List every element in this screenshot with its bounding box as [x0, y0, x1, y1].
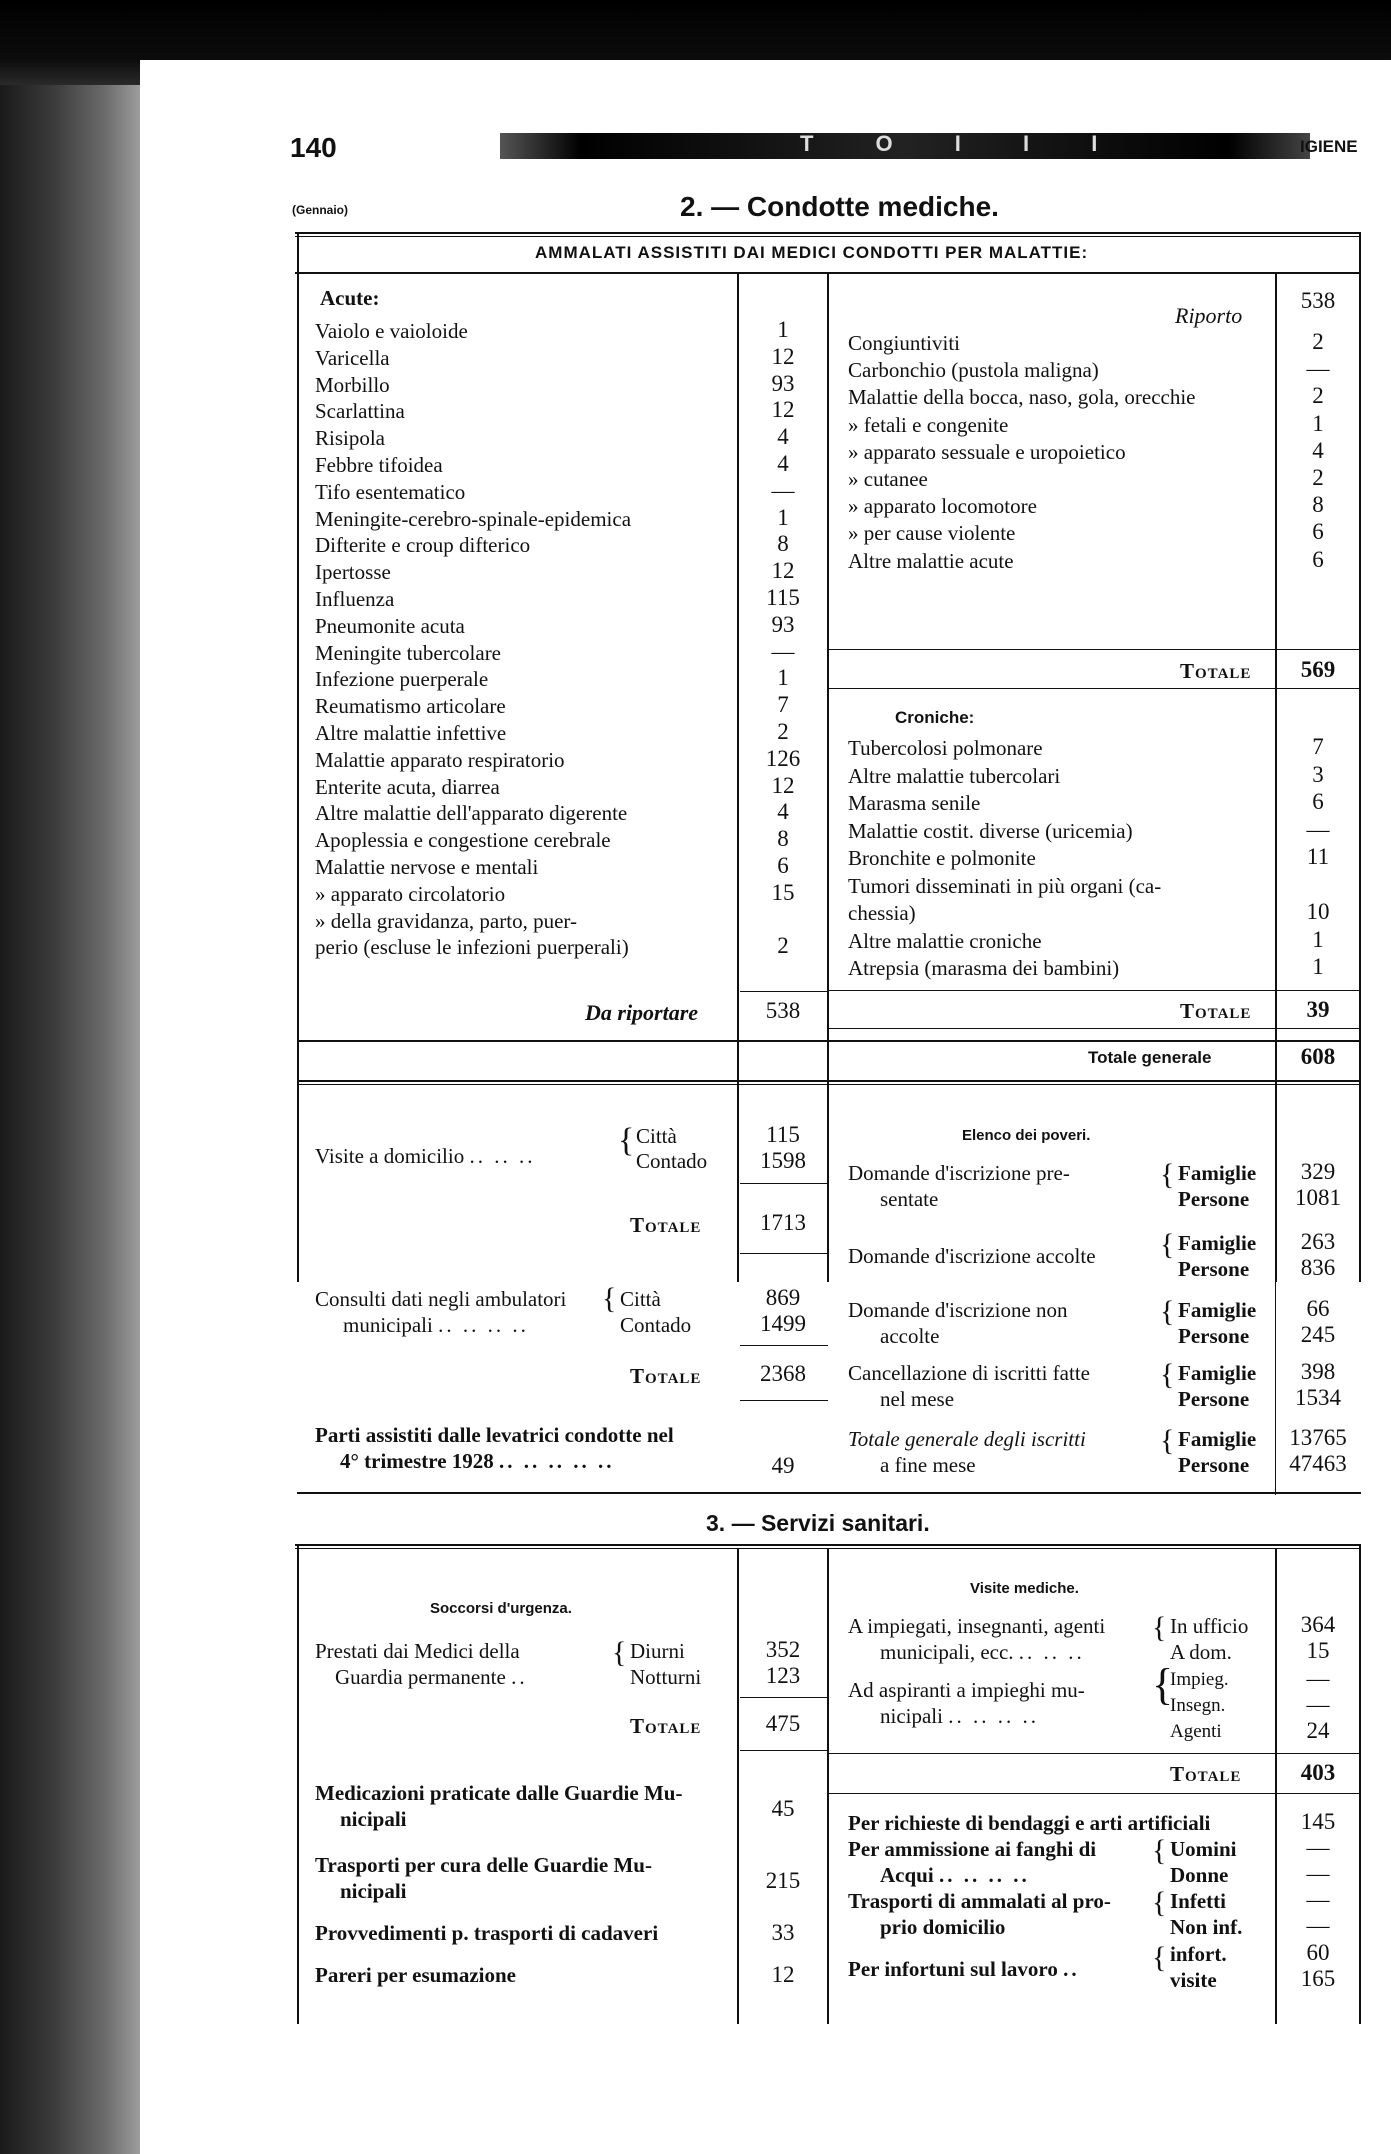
chronic-item-label: Tumori disseminati in più organi (ca-	[848, 873, 1162, 898]
acute-item-value: 6	[777, 853, 789, 878]
riporto-label: Riporto	[1175, 303, 1243, 328]
brace-icon: {	[1152, 1611, 1167, 1644]
brace-icon: {	[1160, 1158, 1175, 1191]
soccorsi-heading: Soccorsi d'urgenza.	[430, 1600, 572, 1617]
riporto-value: 538	[1300, 288, 1336, 313]
carry-value: 538	[765, 998, 801, 1023]
chronic-item-label: Altre malattie tubercolari	[848, 763, 1061, 788]
poor-persons-value: 1081	[1295, 1185, 1341, 1210]
poor-families-value: 398	[1300, 1359, 1336, 1384]
decorative-band-text: T O I I I	[800, 131, 1126, 156]
home-value: 15	[1306, 1638, 1330, 1663]
visite-f-label-text: Per infortuni sul lavoro	[848, 1957, 1058, 1981]
visite-sub-value: 165	[1300, 1966, 1336, 1991]
agenti-value: 24	[1306, 1718, 1330, 1743]
acute-right-item-value: —	[1306, 356, 1330, 382]
soccorsi-item-label: Pareri per esumazione	[315, 1963, 517, 1987]
visite-c-value: 145	[1300, 1809, 1336, 1834]
acute-item-label: Difterite e croup difterico	[315, 533, 531, 558]
noninfected-label: Non inf.	[1170, 1915, 1243, 1939]
rule	[295, 1544, 1361, 1546]
visite-b-label-2-text: nicipali	[880, 1704, 943, 1728]
chronic-item-value: 11	[1306, 844, 1330, 869]
poor-families-label: Famiglie	[1178, 1161, 1257, 1185]
acute-item-label: Infezione puerperale	[315, 667, 489, 692]
acute-item-value: 4	[777, 424, 789, 450]
rule	[740, 1345, 828, 1346]
chronic-item-value: 1	[1312, 926, 1324, 952]
rule	[297, 1544, 299, 2024]
acute-item-label: perio (escluse le infezioni puerperali)	[315, 935, 629, 960]
men-label: Uomini	[1170, 1837, 1237, 1861]
acute-item-value: 1	[777, 504, 789, 530]
soccorsi-total-value: 475	[765, 1711, 801, 1736]
acute-right-item-value: 1	[1312, 410, 1324, 436]
consults-total-value: 2368	[760, 1361, 806, 1386]
brace-icon: {	[1160, 1228, 1175, 1261]
acute-right-item-value: 6	[1312, 519, 1324, 545]
infort-value: 60	[1306, 1940, 1330, 1965]
page-number: 140	[290, 132, 337, 163]
acute-right-item-value: 8	[1312, 492, 1324, 518]
acute-right-item-value: 2	[1312, 465, 1324, 490]
rule	[295, 236, 1361, 237]
soccorsi-total-label: Totale	[630, 1714, 702, 1738]
acute-total-label: Totale	[1180, 659, 1252, 683]
births-label-2: 4° trimestre 1928 .. .. .. .. ..	[340, 1449, 615, 1473]
document-page	[140, 60, 1391, 2154]
visits-city-value: 115	[766, 1122, 800, 1147]
rule	[1275, 1155, 1276, 1495]
visite-a-label-2: municipali, ecc. .. .. ..	[880, 1640, 1085, 1664]
acute-item-value: 7	[777, 692, 789, 718]
soccorsi-item-value: 215	[765, 1868, 801, 1893]
acute-item-value: 115	[766, 585, 800, 610]
acute-item-value: 93	[771, 370, 795, 396]
acute-item-label: Meningite tubercolare	[315, 640, 502, 665]
acute-item-label: » apparato circolatorio	[315, 881, 506, 906]
consults-total-label: Totale	[630, 1364, 702, 1388]
chronic-item-label: Altre malattie croniche	[848, 928, 1042, 953]
chronic-item-value: —	[1306, 816, 1330, 842]
acute-right-item-value: 2	[1312, 383, 1324, 409]
poor-families-value: 263	[1300, 1229, 1336, 1254]
impieg-value: —	[1306, 1666, 1330, 1691]
poor-persons-value: 245	[1300, 1322, 1336, 1347]
impieg-label: Impieg.	[1170, 1669, 1229, 1690]
infected-value: —	[1306, 1887, 1330, 1912]
poor-persons-label: Persone	[1178, 1257, 1250, 1281]
poor-persons-label: Persone	[1178, 1387, 1250, 1411]
visits-total-value: 1713	[760, 1210, 806, 1235]
infected-label: Infetti	[1170, 1889, 1226, 1913]
acute-item-label: Malattie apparato respiratorio	[315, 747, 565, 772]
acute-item-label: Influenza	[315, 587, 395, 611]
rule	[829, 688, 1359, 689]
brace-icon: {	[1160, 1424, 1175, 1457]
poor-row-label-2: accolte	[880, 1324, 940, 1348]
births-label-2-text: 4° trimestre 1928	[340, 1449, 494, 1473]
chronic-item-value: 3	[1312, 761, 1324, 787]
chronic-heading: Croniche:	[895, 708, 975, 727]
section-3-title: 3. — Servizi sanitari.	[706, 1510, 930, 1536]
rule	[297, 232, 299, 1282]
poor-row-label: Domande d'iscrizione accolte	[848, 1244, 1096, 1268]
acute-item-label: Varicella	[315, 345, 390, 370]
acute-right-item-label: Carbonchio (pustola maligna)	[848, 358, 1099, 383]
rule	[740, 1697, 828, 1698]
rule	[829, 649, 1359, 650]
prestati-label-1: Prestati dai Medici della	[315, 1639, 520, 1663]
acute-item-value: 12	[771, 343, 795, 369]
visits-label-text: Visite a domicilio	[315, 1144, 465, 1168]
rule	[737, 272, 739, 1282]
acute-item-value: 4	[777, 799, 789, 825]
acute-item-value: 4	[777, 451, 789, 476]
acute-item-label: Pneumonite acuta	[315, 613, 465, 638]
soccorsi-item-value: 12	[771, 1962, 795, 1987]
noninfected-value: —	[1306, 1913, 1330, 1938]
soccorsi-item-label: Provvedimenti p. trasporti di cadaveri	[315, 1921, 659, 1945]
infort-label: infort.	[1170, 1942, 1227, 1966]
rule	[829, 1793, 1359, 1794]
day-value: 352	[765, 1637, 801, 1662]
acute-right-item-label: » cutanee	[848, 467, 928, 491]
acute-item-value: 12	[771, 397, 795, 423]
rule	[295, 232, 1361, 234]
acute-item-label: Altre malattie dell'apparato digerente	[315, 801, 628, 826]
acute-item-label: Meningite-cerebro-spinale-epidemica	[315, 506, 632, 531]
acute-item-value: —	[771, 638, 795, 664]
chronic-item-label: Tubercolosi polmonare	[848, 736, 1043, 760]
brace-icon: {	[602, 1282, 617, 1315]
consults-label-1: Consulti dati negli ambulatori	[315, 1287, 567, 1311]
acute-item-value: 1	[777, 317, 789, 342]
poor-row-label: Domande d'iscrizione non	[848, 1298, 1068, 1322]
section-2-title: 2. — Condotte mediche.	[680, 191, 999, 222]
chronic-item-label: Atrepsia (marasma dei bambini)	[848, 956, 1120, 980]
visits-country-label: Contado	[636, 1149, 708, 1173]
soccorsi-item-value: 33	[771, 1920, 795, 1945]
soccorsi-item-label-2: nicipali	[340, 1879, 407, 1903]
acute-item-value: 8	[777, 531, 789, 557]
rule	[1275, 272, 1277, 1282]
poor-families-value: 66	[1306, 1296, 1330, 1321]
visite-a-label-2-text: municipali, ecc.	[880, 1640, 1014, 1664]
acute-right-item-label: » per cause violente	[848, 521, 1016, 546]
poor-families-label: Famiglie	[1178, 1361, 1257, 1385]
acute-right-item-label: Malattie della bocca, naso, gola, orecchie	[848, 385, 1196, 410]
acute-right-item-label: » fetali e congenite	[848, 412, 1009, 437]
insegn-label: Insegn.	[1170, 1695, 1226, 1716]
corner-label: (Gennaio)	[292, 203, 348, 217]
visite-d-label-2: Acqui .. .. .. ..	[880, 1863, 1030, 1887]
consults-city-label: Città	[620, 1287, 661, 1311]
acute-total-value: 569	[1300, 657, 1336, 682]
agenti-label: Agenti	[1170, 1721, 1222, 1742]
visits-total-label: Totale	[630, 1213, 702, 1237]
poor-families-value: 329	[1300, 1159, 1336, 1184]
office-value: 364	[1300, 1612, 1336, 1637]
brace-icon: {	[1160, 1295, 1175, 1328]
women-value: —	[1306, 1861, 1330, 1886]
soccorsi-item-label: Trasporti per cura delle Guardie Mu-	[315, 1853, 652, 1877]
women-label: Donne	[1170, 1863, 1229, 1887]
acute-item-label: Ipertosse	[315, 560, 391, 585]
soccorsi-item-label-2: nicipali	[340, 1807, 407, 1831]
visite-a-label-1: A impiegati, insegnanti, agenti	[848, 1614, 1106, 1638]
soccorsi-item-label: Medicazioni praticate dalle Guardie Mu-	[315, 1781, 683, 1805]
acute-item-label: Apoplessia e congestione cerebrale	[315, 828, 611, 853]
poor-families-label: Famiglie	[1178, 1298, 1257, 1322]
rule	[740, 1253, 828, 1254]
acute-item-label: Risipola	[315, 426, 386, 451]
visite-b-label-2: nicipali .. .. .. ..	[880, 1704, 1039, 1728]
acute-item-label: Tifo esentematico	[315, 479, 466, 504]
home-label: A dom.	[1170, 1640, 1232, 1664]
poor-row-label-2: nel mese	[880, 1387, 955, 1411]
men-value: —	[1306, 1835, 1330, 1860]
visits-country-value: 1598	[760, 1148, 806, 1173]
acute-right-item-value: 4	[1312, 437, 1324, 463]
poor-families-value: 13765	[1289, 1425, 1347, 1450]
visite-e-label-2: prio domicilio	[880, 1915, 1006, 1939]
acute-heading: Acute:	[320, 286, 380, 310]
table-title: AMMALATI ASSISTITI DAI MEDICI CONDOTTI PER MALATTIE:	[535, 243, 1089, 262]
acute-item-label: Vaiolo e vaioloide	[315, 319, 468, 343]
acute-item-value: 93	[771, 611, 795, 637]
acute-item-value: 12	[771, 772, 795, 798]
acute-item-label: Febbre tifoidea	[315, 453, 443, 477]
births-value: 49	[771, 1453, 795, 1478]
acute-item-value: 8	[777, 826, 789, 852]
visite-e-label-1: Trasporti di ammalati al pro-	[848, 1889, 1111, 1913]
poor-families-label: Famiglie	[1178, 1231, 1257, 1255]
rule	[1275, 1085, 1277, 1090]
visite-f-label: Per infortuni sul lavoro ..	[848, 1957, 1080, 1981]
insegn-value: —	[1306, 1692, 1330, 1717]
visite-total-label: Totale	[1170, 1762, 1242, 1786]
rule	[1359, 232, 1361, 1282]
acute-item-label: Enterite acuta, diarrea	[315, 774, 500, 799]
acute-item-label: Morbillo	[315, 372, 390, 397]
chronic-total-label: Totale	[1180, 999, 1252, 1023]
brace-icon: {	[1152, 1886, 1167, 1919]
rule	[297, 1084, 1361, 1085]
poor-row-label: Domande d'iscrizione pre-	[848, 1161, 1070, 1185]
chronic-item-value: 10	[1306, 899, 1330, 924]
rule	[297, 1492, 1361, 1494]
rule	[737, 1548, 739, 2024]
visits-city-label: Città	[636, 1124, 677, 1148]
acute-item-label: Reumatismo articolare	[315, 694, 506, 719]
poor-persons-value: 1534	[1295, 1385, 1341, 1410]
acute-right-item-label: » apparato sessuale e uropoietico	[848, 439, 1126, 464]
brace-icon: {	[618, 1122, 635, 1159]
acute-item-value: 1	[777, 665, 789, 691]
prestati-label-2: Guardia permanente ..	[335, 1665, 528, 1689]
rule	[740, 1400, 828, 1401]
poor-row-label-2: sentate	[880, 1187, 939, 1211]
brace-icon: {	[1152, 1941, 1167, 1974]
night-label: Notturni	[630, 1665, 702, 1689]
brace-icon: {	[1152, 1660, 1174, 1709]
visite-heading: Visite mediche.	[970, 1580, 1079, 1597]
acute-item-label: » della gravidanza, parto, puer-	[315, 908, 577, 933]
acute-right-item-label: » apparato locomotore	[848, 494, 1037, 519]
grand-total-label: Totale generale	[1088, 1048, 1212, 1067]
acute-item-label: Altre malattie infettive	[315, 721, 507, 745]
acute-right-item-value: 2	[1312, 329, 1324, 354]
soccorsi-item-value: 45	[771, 1796, 795, 1821]
carry-label: Da riportare	[585, 1000, 699, 1025]
visite-sub-label: visite	[1170, 1968, 1217, 1992]
consults-city-value: 869	[765, 1285, 801, 1310]
acute-item-value: 15	[771, 879, 795, 905]
visits-label: Visite a domicilio .. .. ..	[315, 1144, 536, 1168]
prestati-label-2-text: Guardia permanente	[335, 1665, 506, 1689]
consults-country-value: 1499	[760, 1311, 806, 1336]
poor-persons-value: 836	[1300, 1255, 1336, 1280]
rule	[740, 991, 828, 992]
chronic-item-label: chessia)	[848, 901, 916, 925]
visite-d-label-1: Per ammissione ai fanghi di	[848, 1837, 1097, 1861]
consults-label-2-text: municipali	[343, 1313, 433, 1337]
rule	[1275, 1548, 1277, 2024]
poor-row-label-2: a fine mese	[880, 1453, 976, 1477]
rule	[829, 990, 1359, 991]
consults-label-2: municipali .. .. .. ..	[343, 1313, 529, 1337]
poor-persons-label: Persone	[1178, 1187, 1250, 1211]
acute-right-item-label: Congiuntiviti	[848, 331, 961, 355]
births-label-1: Parti assistiti dalle levatrici condotte nel	[315, 1423, 674, 1447]
rule	[740, 1750, 828, 1751]
rule	[740, 1183, 828, 1184]
consults-country-label: Contado	[620, 1313, 692, 1337]
rule	[829, 1753, 1359, 1754]
poor-row-label: Cancellazione di iscritti fatte	[848, 1361, 1090, 1385]
poor-heading: Elenco dei poveri.	[962, 1127, 1091, 1144]
decorative-header-band	[500, 133, 1310, 159]
visite-d-label-2-text: Acqui	[880, 1863, 934, 1887]
office-label: In ufficio	[1170, 1614, 1249, 1638]
rule	[827, 1548, 829, 2024]
rule	[829, 1028, 1359, 1029]
brace-icon: {	[1152, 1834, 1167, 1867]
chronic-total-value: 39	[1306, 997, 1330, 1022]
chronic-item-label: Marasma senile	[848, 791, 981, 815]
visite-b-label-1: Ad aspiranti a impieghi mu-	[848, 1678, 1085, 1702]
acute-item-value: 126	[765, 745, 801, 771]
night-value: 123	[765, 1663, 801, 1688]
rule	[297, 1040, 1361, 1042]
acute-item-value: 12	[771, 558, 795, 584]
poor-persons-label: Persone	[1178, 1324, 1250, 1348]
poor-persons-value: 47463	[1289, 1451, 1347, 1476]
poor-families-label: Famiglie	[1178, 1427, 1257, 1451]
chronic-item-value: 6	[1312, 789, 1324, 814]
brace-icon: {	[612, 1636, 627, 1669]
chronic-item-label: Bronchite e polmonite	[848, 846, 1036, 870]
day-label: Diurni	[630, 1639, 685, 1663]
rule	[827, 272, 829, 1282]
acute-item-value: 2	[777, 719, 789, 744]
acute-item-value: —	[771, 477, 795, 503]
visite-c-label: Per richieste di bendaggi e arti artificiali	[848, 1811, 1211, 1835]
grand-total-value: 608	[1300, 1044, 1336, 1069]
chronic-item-value: 1	[1312, 954, 1324, 979]
visite-total-value: 403	[1300, 1760, 1336, 1785]
rule	[297, 1080, 1361, 1082]
acute-right-item-value: 6	[1312, 546, 1324, 572]
acute-item-label: Scarlattina	[315, 399, 405, 424]
rule	[1359, 1544, 1361, 2024]
acute-item-value: 2	[777, 933, 789, 959]
running-head: IGIENE	[1300, 137, 1358, 156]
acute-right-item-label: Altre malattie acute	[848, 548, 1014, 573]
acute-item-label: Malattie nervose e mentali	[315, 855, 539, 879]
poor-row-label: Totale generale degli iscritti	[848, 1427, 1086, 1451]
chronic-item-label: Malattie costit. diverse (uricemia)	[848, 818, 1133, 843]
poor-persons-label: Persone	[1178, 1453, 1250, 1477]
chronic-item-value: 7	[1312, 734, 1324, 759]
brace-icon: {	[1160, 1358, 1175, 1391]
